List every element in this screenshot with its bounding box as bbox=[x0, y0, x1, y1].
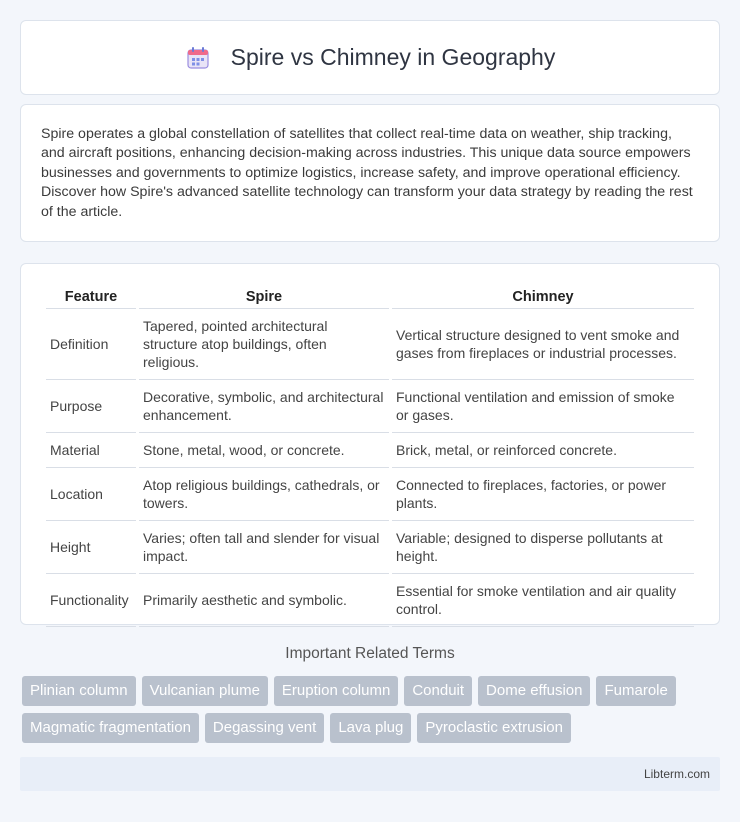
footer bbox=[20, 757, 720, 791]
row-spire: Stone, metal, wood, or concrete. bbox=[139, 433, 389, 468]
row-feature: Material bbox=[46, 433, 136, 468]
related-terms-list bbox=[22, 676, 722, 743]
table-row bbox=[46, 574, 694, 627]
header-spire: Spire bbox=[139, 284, 389, 309]
row-spire: Primarily aesthetic and symbolic. bbox=[139, 574, 389, 627]
table-row bbox=[46, 433, 694, 468]
row-feature: Functionality bbox=[46, 574, 136, 627]
row-feature: Definition bbox=[46, 309, 136, 380]
row-spire: Atop religious buildings, cathedrals, or towers. bbox=[139, 468, 389, 521]
term-tag[interactable]: Magmatic fragmentation bbox=[22, 713, 199, 743]
table-row bbox=[46, 309, 694, 380]
row-chimney: Connected to fireplaces, factories, or power plants. bbox=[392, 468, 694, 521]
table-row bbox=[46, 468, 694, 521]
term-tag[interactable]: Pyroclastic extrusion bbox=[417, 713, 571, 743]
row-chimney: Variable; designed to disperse pollutants at height. bbox=[392, 521, 694, 574]
row-spire: Decorative, symbolic, and architectural enhancement. bbox=[139, 380, 389, 433]
row-spire: Tapered, pointed architectural structure atop buildings, often religious. bbox=[139, 309, 389, 380]
comparison-table bbox=[43, 284, 697, 627]
term-tag[interactable]: Lava plug bbox=[330, 713, 411, 743]
term-tag[interactable]: Conduit bbox=[404, 676, 472, 706]
term-tag[interactable]: Plinian column bbox=[22, 676, 136, 706]
row-chimney: Vertical structure designed to vent smoke and gases from fireplaces or industrial processes. bbox=[392, 309, 694, 380]
row-chimney: Brick, metal, or reinforced concrete. bbox=[392, 433, 694, 468]
page-title: Spire vs Chimney in Geography bbox=[230, 44, 556, 70]
table-row bbox=[46, 521, 694, 574]
row-feature: Location bbox=[46, 468, 136, 521]
header-chimney: Chimney bbox=[392, 284, 694, 309]
calendar-icon bbox=[185, 45, 211, 71]
term-tag[interactable]: Vulcanian plume bbox=[142, 676, 268, 706]
header-feature: Feature bbox=[46, 284, 136, 309]
row-feature: Height bbox=[46, 521, 136, 574]
term-tag[interactable]: Degassing vent bbox=[205, 713, 324, 743]
footer-link[interactable]: Libterm.com bbox=[643, 767, 710, 781]
related-terms-heading: Important Related Terms bbox=[285, 645, 455, 662]
table-header-row bbox=[46, 284, 694, 309]
term-tag[interactable]: Dome effusion bbox=[478, 676, 590, 706]
table-row bbox=[46, 380, 694, 433]
term-tag[interactable]: Fumarole bbox=[596, 676, 675, 706]
comparison-table-card bbox=[20, 263, 720, 625]
title-card bbox=[20, 20, 720, 95]
row-chimney: Essential for smoke ventilation and air quality control. bbox=[392, 574, 694, 627]
term-tag[interactable]: Eruption column bbox=[274, 676, 398, 706]
row-feature: Purpose bbox=[46, 380, 136, 433]
row-spire: Varies; often tall and slender for visual impact. bbox=[139, 521, 389, 574]
intro-text: Spire operates a global constellation of satellites that collect real-time data on weather, ship tracking, and aircraft positions, enhancing decision-making across industries. This unique data source empowers businesses and governments to optimize logistics, increase safety, and improve operational efficiency. Discover how Spire's advanced satellite technology can transform your data strategy by reading the rest of the article. bbox=[41, 126, 693, 220]
row-chimney: Functional ventilation and emission of smoke or gases. bbox=[392, 380, 694, 433]
intro-card bbox=[20, 104, 720, 242]
